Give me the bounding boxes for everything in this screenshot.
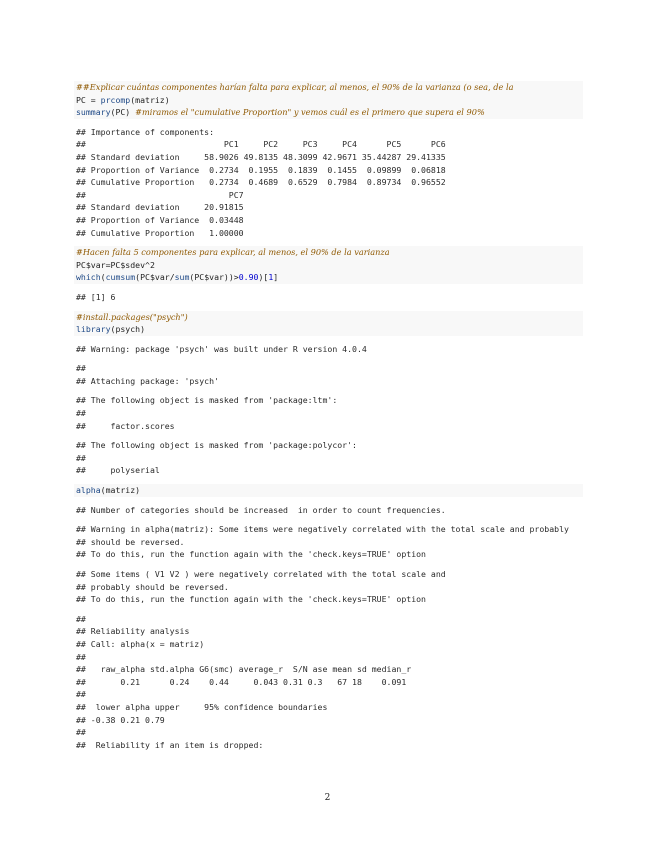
output-line: ## Standard deviation 20.91815 — [76, 202, 244, 213]
output-line: ## To do this, run the function again with the 'check.keys=TRUE' option — [76, 594, 426, 605]
code-token: ( — [100, 272, 106, 283]
code-line — [76, 311, 581, 324]
output-line: ## Attaching package: 'psych' — [76, 375, 219, 386]
code-line — [76, 484, 581, 497]
block-spacer — [76, 432, 655, 439]
code-line — [76, 106, 581, 119]
output-line: ## lower alpha upper 95% confidence boundaries — [76, 701, 328, 712]
output-line: ## factor.scores — [76, 420, 175, 431]
output-line: ## [1] 6 — [76, 291, 116, 302]
output-line: ## — [76, 689, 86, 700]
code-token: PC = — [76, 94, 101, 105]
output-line: ## PC1 PC2 PC3 PC4 PC5 PC6 — [76, 139, 446, 150]
output-line: ## Proportion of Variance 0.03448 — [76, 214, 244, 225]
block-spacer — [76, 387, 655, 394]
output-line: ## The following object is masked from 'package:ltm': — [76, 395, 338, 406]
code-comment: ##Explicar cuántas componentes harían falta para explicar, al menos, el 90% de la varianza (o sea, de la — [76, 82, 514, 92]
code-function: sum — [174, 272, 190, 283]
block-spacer — [76, 284, 655, 291]
code-token: (matriz) — [130, 94, 170, 105]
output-line: ## The following object is masked from 'package:polycor': — [76, 440, 357, 451]
output-block — [76, 343, 655, 356]
code-line — [76, 81, 581, 94]
block-spacer — [76, 561, 655, 568]
output-line: ## PC7 — [76, 189, 244, 200]
output-block — [76, 291, 655, 304]
output-block — [76, 126, 655, 239]
output-line: ## — [76, 363, 86, 374]
block-spacer — [76, 606, 655, 613]
output-line: ## To do this, run the function again with the 'check.keys=TRUE' option — [76, 549, 426, 560]
block-spacer — [76, 119, 655, 126]
output-line: ## — [76, 408, 86, 419]
output-line: ## — [76, 651, 86, 662]
output-block — [76, 394, 655, 432]
code-line — [76, 246, 581, 259]
output-block — [76, 523, 655, 561]
code-chunk — [74, 484, 583, 497]
code-comment: #miramos el "cumulative Proportion" y vemos cuál es el primero que supera el 90% — [135, 107, 485, 118]
block-spacer — [76, 239, 655, 246]
output-line: ## Cumulative Proportion 0.2734 0.4689 0.6529 0.7984 0.89734 0.96552 — [76, 177, 446, 188]
code-line — [76, 94, 581, 107]
output-line: ## polyserial — [76, 465, 160, 476]
code-token: (PC) — [110, 107, 136, 118]
code-token: / — [169, 272, 175, 283]
block-spacer — [76, 336, 655, 343]
output-line: ## Call: alpha(x = matriz) — [76, 638, 205, 649]
output-line: ## Reliability analysis — [76, 626, 190, 637]
output-line: ## -0.38 0.21 0.79 — [76, 714, 165, 725]
output-line: ## Cumulative Proportion 1.00000 — [76, 227, 244, 238]
output-block — [76, 504, 655, 517]
output-block — [76, 568, 655, 606]
code-token: )[ — [258, 272, 269, 283]
output-line: ## — [76, 727, 86, 738]
output-block — [76, 439, 655, 477]
output-line: ## Proportion of Variance 0.2734 0.1955 0.1839 0.1455 0.09899 0.06818 — [76, 164, 446, 175]
output-block — [76, 613, 655, 752]
output-line: ## Number of categories should be increased in order to count frequencies. — [76, 504, 446, 515]
block-spacer — [76, 497, 655, 504]
output-line: ## — [76, 613, 86, 624]
output-line: ## should be reversed. — [76, 536, 185, 547]
output-line: ## Standard deviation 58.9026 49.8135 48.3099 42.9671 35.44287 29.41335 — [76, 151, 446, 162]
block-spacer — [76, 304, 655, 311]
output-line: ## — [76, 452, 86, 463]
code-line — [76, 323, 581, 336]
code-number: 0.90 — [238, 272, 259, 283]
output-line: ## probably should be reversed. — [76, 581, 229, 592]
code-function: prcomp — [100, 94, 131, 105]
code-token: PC$var=PC$sdev^2 — [76, 259, 155, 270]
block-spacer — [76, 477, 655, 484]
output-line: ## Some items ( V1 V2 ) were negatively correlated with the total scale and — [76, 569, 446, 579]
code-token: > — [233, 272, 239, 283]
code-token: (PC$var — [135, 272, 170, 283]
block-spacer — [76, 751, 655, 758]
code-chunk — [74, 246, 583, 284]
code-chunk — [74, 81, 583, 119]
code-line — [76, 271, 581, 284]
code-token: (PC$var)) — [189, 272, 234, 283]
code-comment: #Hacen falta 5 componentes para explicar, al menos, el 90% de la varianza — [76, 247, 390, 258]
page-number: 2 — [324, 793, 331, 803]
output-line: ## raw_alpha std.alpha G6(smc) average_r S/N ase mean sd median_r — [76, 664, 412, 675]
code-function: summary — [76, 107, 111, 118]
output-line: ## Reliability if an item is dropped: — [76, 739, 264, 750]
code-token: (psych) — [110, 324, 146, 335]
block-spacer — [76, 355, 655, 362]
code-function: cumsum — [105, 272, 136, 283]
code-function: alpha — [76, 485, 101, 496]
document-page — [76, 81, 655, 758]
block-spacer — [76, 516, 655, 523]
code-comment: #install.packages("psych") — [76, 311, 188, 322]
code-chunk — [74, 311, 583, 336]
code-number: 1 — [268, 272, 274, 283]
code-line — [76, 259, 581, 272]
output-line: ## Warning: package 'psych' was built under R version 4.0.4 — [76, 343, 367, 354]
code-token: (matriz) — [100, 485, 141, 496]
code-token: ] — [273, 272, 279, 283]
output-line: ## 0.21 0.24 0.44 0.043 0.31 0.3 67 18 0.091 — [76, 676, 407, 687]
output-line: ## Importance of components: — [76, 126, 215, 137]
code-function: library — [76, 324, 111, 335]
output-block — [76, 362, 655, 387]
code-function: which — [76, 272, 101, 283]
output-line: ## Warning in alpha(matriz): Some items were negatively correlated with the total scale and probably — [76, 524, 569, 535]
